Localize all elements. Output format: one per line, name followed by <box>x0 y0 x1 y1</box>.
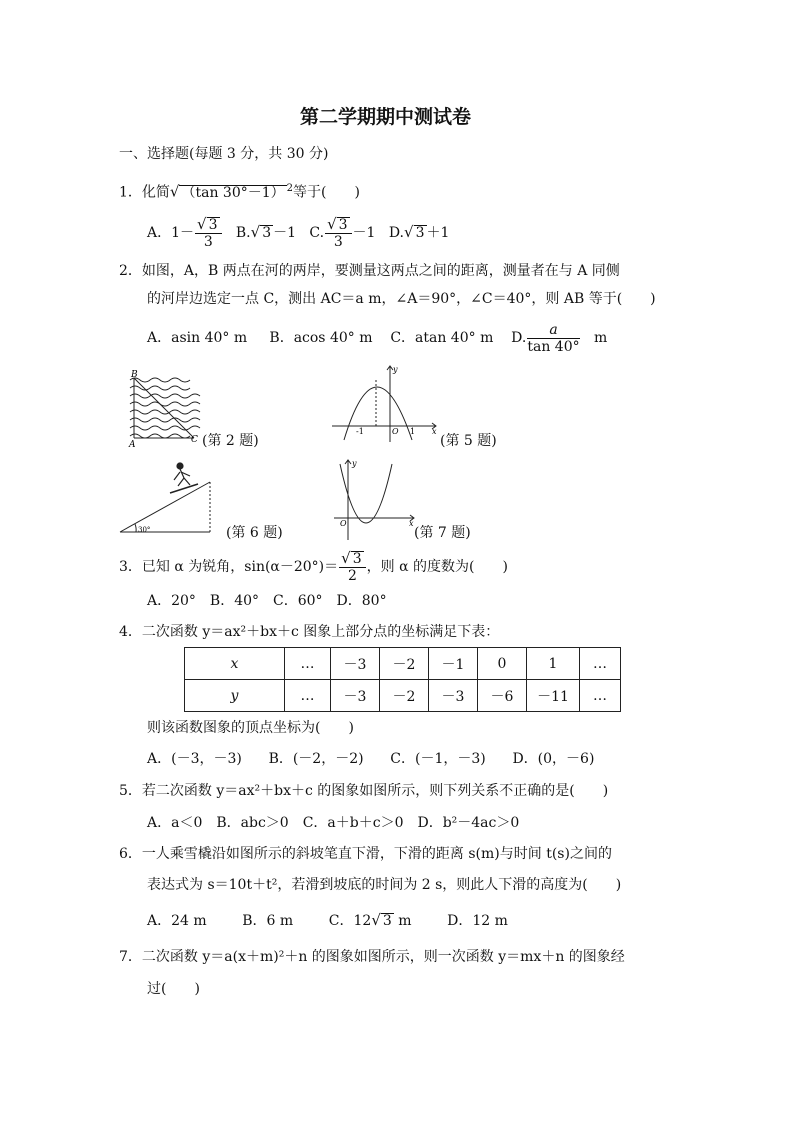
tick-1: 1 <box>410 427 416 436</box>
question-text: ，则 α 的度数为( ) <box>366 559 508 575</box>
table-cell: … <box>580 680 621 712</box>
table-cell: 0 <box>478 648 527 680</box>
question-6-line2: 表达式为 s＝10t＋t²，若滑到坡底的时间为 2 s，则此人下滑的高度为( ) <box>147 877 622 893</box>
figure-5-parabola <box>330 362 440 444</box>
tick-neg1: -1 <box>356 427 364 436</box>
question-text: 化简 <box>141 184 170 201</box>
option-c: C．atan 40° m <box>390 330 494 346</box>
label-a: A <box>129 440 136 448</box>
y-axis-label: y <box>352 459 357 468</box>
value-table <box>184 647 621 712</box>
question-1-options: A．1－ $\frac{√ 3}{3}$ B.√ 3 －1 C. $\frac{√ 3}{3}$ －1 D.√ 3 ＋1 <box>147 215 450 250</box>
x-axis-label: x <box>432 427 437 436</box>
x-axis-label: x <box>409 519 414 528</box>
figure-6-slope <box>118 460 226 540</box>
question-number: 3． <box>119 559 142 575</box>
figure-7-parabola <box>330 456 418 542</box>
question-6-options: A．24 m B．6 m C．12√ 3 m D．12 m <box>147 911 508 929</box>
fraction: $\frac{√ 3}{3}$ <box>325 216 351 250</box>
option-a: A．1－ <box>147 225 195 241</box>
question-number: 7． <box>119 949 142 965</box>
table-cell: －3 <box>331 648 380 680</box>
option-c: C．12 <box>328 913 372 929</box>
origin-label: O <box>392 427 399 436</box>
label-b: B <box>131 370 138 380</box>
table-header: y <box>185 680 285 712</box>
table-cell: －11 <box>527 680 580 712</box>
table-row-y <box>185 680 621 712</box>
question-text: 二次函数 y＝a(x＋m)²＋n 的图象如图所示，则一次函数 y＝mx＋n 的图象经 <box>141 949 625 965</box>
figure-2-caption: (第 2 题) <box>202 433 259 449</box>
skier-icon <box>170 463 198 493</box>
question-6 <box>119 845 612 863</box>
question-text: 一人乘雪橇沿如图所示的斜坡笔直下滑，下滑的距离 s(m)与时间 t(s)之间的 <box>141 846 612 862</box>
table-cell: 1 <box>527 648 580 680</box>
option-c: C．(－1，－3) <box>390 751 486 767</box>
question-text: 二次函数 y＝ax²＋bx＋c 图象上部分点的坐标满足下表： <box>141 624 500 640</box>
option-b: B．(－2，－2) <box>268 751 364 767</box>
question-2 <box>119 262 620 280</box>
table-cell: －6 <box>478 680 527 712</box>
label-c: C <box>191 435 198 445</box>
figure-6-caption: (第 6 题) <box>226 525 283 541</box>
option-b: B. <box>235 225 251 241</box>
y-axis-label: y <box>393 365 398 374</box>
question-text: 如图，A，B 两点在河的两岸，要测量这两点之间的距离，测量者在与 A 同侧 <box>141 263 620 279</box>
angle-label: 30° <box>138 526 151 534</box>
table-cell: … <box>285 648 331 680</box>
table-cell: －2 <box>380 648 429 680</box>
option-b: B．6 m <box>242 913 294 929</box>
question-4 <box>119 623 499 641</box>
table-cell: －3 <box>331 680 380 712</box>
option-c: C. <box>309 225 325 241</box>
table-row-x <box>185 648 621 680</box>
question-7-line2: 过( ) <box>147 981 200 997</box>
table-cell: －2 <box>380 680 429 712</box>
question-text: 若二次函数 y＝ax²＋bx＋c 的图象如图所示，则下列关系不正确的是( ) <box>141 783 609 799</box>
question-number: 6． <box>119 846 142 862</box>
origin-label: O <box>340 519 347 528</box>
question-3 <box>119 549 508 585</box>
radical-sign-icon: √ <box>169 182 180 201</box>
question-number: 4． <box>119 624 142 640</box>
question-text: 等于( ) <box>293 184 360 201</box>
table-cell: … <box>580 648 621 680</box>
question-5 <box>119 782 608 800</box>
fraction: $\frac{√ 3}{2}$ <box>339 550 365 584</box>
option-b: B．acos 40° m <box>269 330 373 346</box>
option-d: D. <box>511 330 527 346</box>
figure-7-caption: (第 7 题) <box>414 525 471 541</box>
option-a: A．24 m <box>147 913 207 929</box>
section-heading: 一、选择题(每题 3 分，共 30 分) <box>119 146 329 162</box>
question-5-options: A．a＜0 B．abc＞0 C．a＋b＋c＞0 D．b²－4ac＞0 <box>147 815 520 831</box>
page-title: 第二学期期中测试卷 <box>300 106 472 128</box>
question-text: 已知 α 为锐角，sin(α－20°)＝ <box>141 559 339 575</box>
question-2-options: A．asin 40° m B．acos 40° m C．atan 40° m D. $\frac{a}{\tan 40^\circ}$ m <box>147 321 608 355</box>
figure-2-river <box>112 368 212 448</box>
table-cell: －1 <box>429 648 478 680</box>
question-2-line2: 的河岸边选定一点 C，测出 AC＝a m，∠A＝90°，∠C＝40°，则 AB 等于( ) <box>147 291 656 307</box>
question-number: 1． <box>119 184 142 201</box>
question-4-options <box>147 750 594 768</box>
option-a: A．asin 40° m <box>147 330 248 346</box>
table-cell: －3 <box>429 680 478 712</box>
radicand: （tan 30°－1） <box>181 184 285 201</box>
option-d: D. <box>388 225 405 241</box>
question-number: 2． <box>119 263 142 279</box>
question-number: 5． <box>119 783 142 799</box>
figure-5-caption: (第 5 题) <box>440 433 497 449</box>
question-3-options: A．20° B．40° C．60° D．80° <box>147 593 387 609</box>
option-a: A．(－3，－3) <box>147 751 242 767</box>
table-header: x <box>185 648 285 680</box>
question-1 <box>119 180 360 202</box>
option-d: D．12 m <box>447 913 508 929</box>
question-7 <box>119 948 625 966</box>
fraction: $\frac{√ 3}{3}$ <box>195 216 221 250</box>
fraction: $\frac{a}{\tan 40^\circ}$ <box>527 321 580 355</box>
table-cell: … <box>285 680 331 712</box>
question-4-followup: 则该函数图象的顶点坐标为( ) <box>147 720 354 736</box>
option-d: D．(0，－6) <box>512 751 595 767</box>
exponent: 2 <box>286 183 294 194</box>
